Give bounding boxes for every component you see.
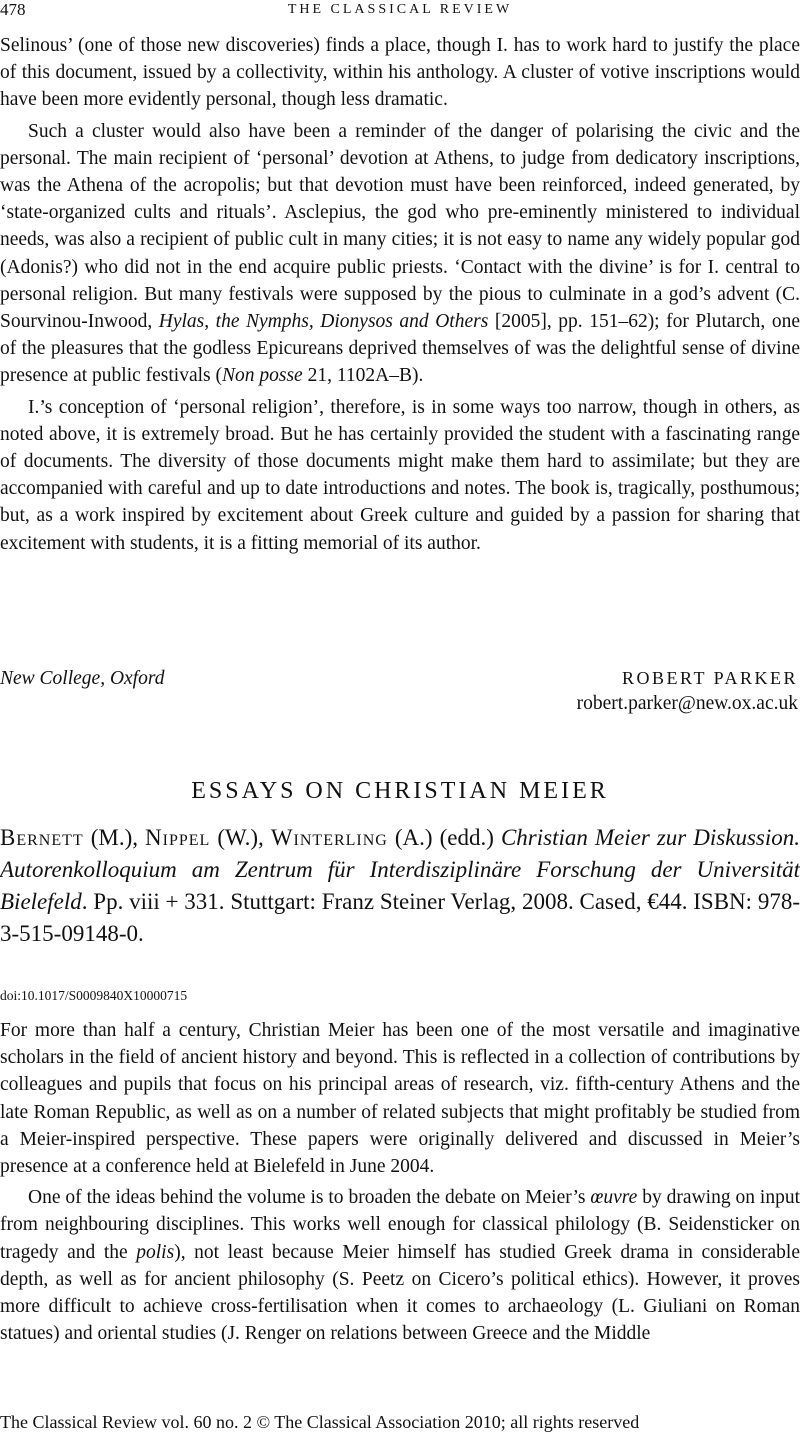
journal-title: THE CLASSICAL REVIEW bbox=[287, 2, 513, 17]
footer: The Classical Review vol. 60 no. 2 © The Classical Association 2010; all rights reserved bbox=[0, 1412, 640, 1432]
italic-term: œuvre bbox=[590, 1187, 638, 1209]
author-name: ROBERT PARKER bbox=[622, 668, 798, 688]
institution: New College, Oxford bbox=[0, 668, 165, 689]
editor-name: Bernett bbox=[0, 825, 84, 850]
doi: doi:10.1017/S0009840X10000715 bbox=[0, 988, 188, 1003]
review1-paragraph-2 bbox=[0, 118, 800, 390]
review2-paragraph-1: For more than half a century, Christian Meier has been one of the most versatile and imaginative scholars in the field of ancient history and beyond. This is reflected in a collection of contributions by colleagues and pupils that focus on his principal areas of research, viz. fifth-century Athens and the late Roman Republic, as well as on a number of related subjects that might profitably be studied from a Meier-inspired perspective. These papers were originally delivered and discussed in Meier’s presence at a conference held at Bielefeld in June 2004. bbox=[0, 1020, 800, 1178]
running-head bbox=[0, 0, 800, 24]
section-title: ESSAYS ON CHRISTIAN MEIER bbox=[191, 778, 609, 804]
review1-paragraph-3: I.’s conception of ‘personal religion’, therefore, is in some ways too narrow, though in others, as noted above, it is extremely broad. But he has certainly provided the student with a fascinating range of documents. The diversity of those documents might make them hard to assimilate; but they are accompanied with careful and up to date introductions and notes. The book is, tragically, posthumous; but, as a work inspired by excitement about Greek culture and guided by a passion for sharing that excitement with students, it is a fitting memorial of its author. bbox=[0, 396, 800, 554]
text-run: Such a cluster would also have been a reminder of the danger of polarising the civic and the personal. The main recipient of ‘personal’ devotion at Athens, to judge from dedicatory inscriptions, was the Athena of the acropolis; but that devotion must have been reinforced, indeed generated, by ‘state-organized cults and rituals’. Asclepius, the god who pre-eminently ministered to individual needs, was also a recipient of public cult in many cities; it is not easy to name any widely popular god (Adonis?) who did not in the end acquire public priests. ‘Contact with the divine’ is for I. central to personal religion. But many festivals were supposed by the pious to culminate in a god’s advent (C. Sourvinou-Inwood, bbox=[0, 120, 800, 333]
review1-paragraph-1: Selinous’ (one of those new discoveries) finds a place, though I. has to work hard to justify the place of this document, issued by a collectivity, within his anthology. A cluster of votive inscriptions would have been more evidently personal, though less dramatic. bbox=[0, 35, 800, 111]
text-run: One of the ideas behind the volume is to broaden the debate on Meier’s bbox=[28, 1187, 591, 1209]
book-title: Hylas, the Nymphs, Dionysos and Others bbox=[158, 311, 489, 333]
review2-paragraph-2 bbox=[0, 1184, 800, 1347]
review2-body bbox=[0, 1017, 800, 1347]
text-run: by drawing on input from neighbouring disciplines. This works well enough for classical philology (B. Seidensticker on tragedy and the bbox=[0, 1187, 800, 1263]
work-title: Non posse bbox=[222, 365, 303, 387]
text-run: ), not least because Meier himself has studied Greek drama in considerable depth, as well as for ancient philosophy (S. Peetz on Cicero’s political ethics). However, it proves more difficult to achieve cross-fertilisation when it comes to archaeology (L. Giuliani on Roman statues) and oriental studies (J. Renger on relations between Greece and the Middle bbox=[0, 1241, 800, 1345]
author-email: robert.parker@new.ox.ac.uk bbox=[576, 693, 798, 714]
editor-initial: (W.), bbox=[210, 825, 271, 850]
page-number: 478 bbox=[0, 0, 26, 19]
editor-name: Nippel bbox=[145, 825, 211, 850]
editor-initial: (A.) (edd.) bbox=[387, 825, 501, 850]
italic-term: polis bbox=[136, 1241, 175, 1263]
book-title: Christian Meier zur Diskussion. Autorenkolloquium am Zentrum für Interdisziplinäre Forschung der Universität Bielefeld bbox=[0, 825, 800, 914]
editor-name: Winterling bbox=[270, 825, 388, 850]
publication-details: . Pp. viii + 331. Stuttgart: Franz Steiner Verlag, 2008. Cased, €44. ISBN: 978-3-515-09148-0. bbox=[0, 889, 800, 946]
bibliographic-reference bbox=[0, 822, 800, 950]
editor-initial: (M.), bbox=[83, 825, 146, 850]
review1-body bbox=[0, 32, 800, 557]
text-run: [2005], pp. 151–62); for Plutarch, one of the pleasures that the godless Epicureans deprived themselves of was the delightful sense of divine presence at public festivals ( bbox=[0, 311, 800, 387]
text-run: 21, 1102A–B). bbox=[302, 365, 424, 387]
